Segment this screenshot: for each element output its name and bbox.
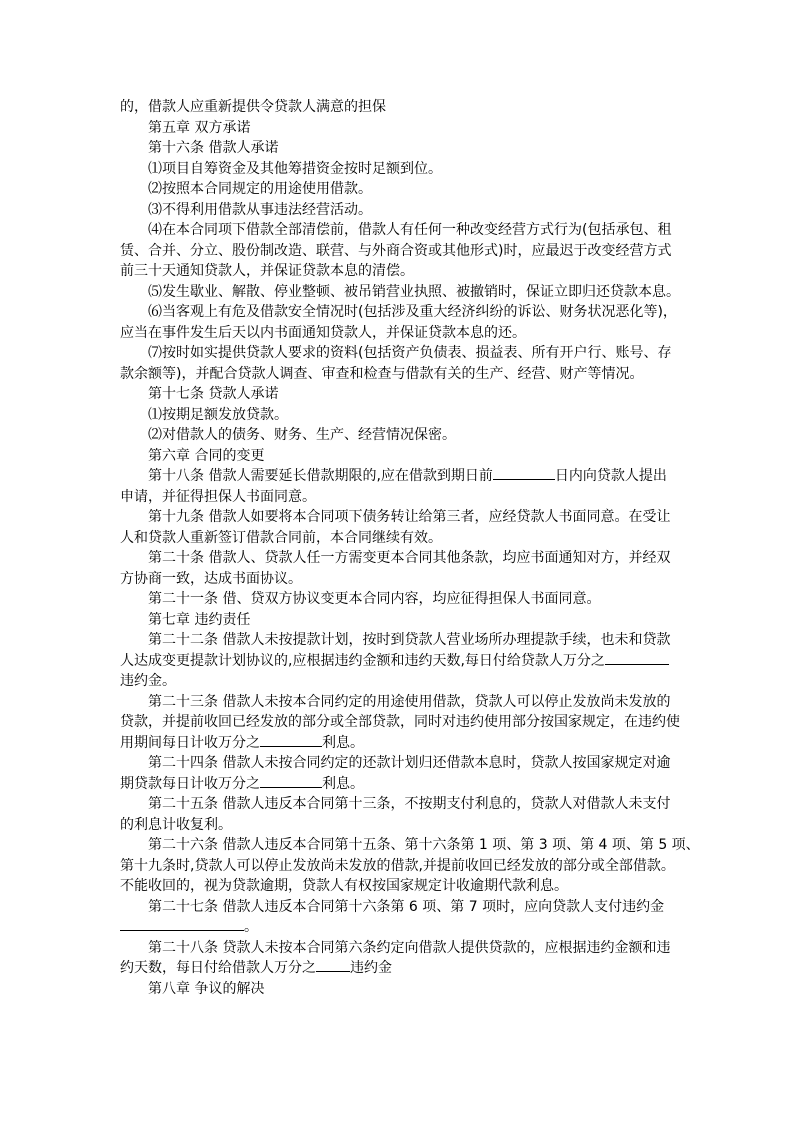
line-text-after: 日内向贷款人提出 — [554, 468, 667, 484]
text-line — [120, 282, 680, 303]
line-text: 赁、合并、分立、股份制改造、联营、与外商合资或其他形式)时，应最迟于改变经营方式 — [120, 242, 672, 259]
line-text: ⑶不得利用借款从事违法经营活动。 — [148, 201, 372, 218]
text-line — [120, 610, 680, 631]
text-line — [120, 405, 680, 426]
text-line — [120, 712, 680, 733]
text-line — [120, 876, 680, 897]
line-text: 第十六条 借款人承诺 — [148, 140, 279, 156]
line-text: 约天数，每日付给借款人万分之 — [120, 960, 316, 976]
line-text: 第八章 争议的解决 — [148, 980, 265, 997]
text-line — [120, 302, 680, 323]
line-text: ⑴项目自筹资金及其他筹措资金按时足额到位。 — [148, 160, 442, 177]
fill-in-blank — [605, 651, 669, 665]
line-text: 第二十八条 贷款人未按本合同第六条约定向借款人提供贷款的，应根据违约金额和违 — [148, 939, 671, 956]
line-text: 第十八条 借款人需要延长借款期限的,应在借款到期日前 — [148, 468, 493, 484]
text-line — [120, 692, 680, 713]
line-text: 第十七条 贷款人承诺 — [148, 386, 279, 402]
line-text: 第十九条时,贷款人可以停止发放尚未发放的借款,并提前收回已经发放的部分或全部借款。 — [120, 857, 675, 874]
line-text: 第六章 合同的变更 — [148, 447, 265, 464]
line-text: 方协商一致，达成书面协议。 — [120, 570, 302, 587]
text-line — [120, 753, 680, 774]
text-line — [120, 589, 680, 610]
text-line — [120, 159, 680, 180]
line-text-after: 违约金 — [350, 960, 392, 976]
text-line — [120, 200, 680, 221]
fill-in-blank — [120, 917, 244, 931]
line-text: 的，借款人应重新提供令贷款人满意的担保 — [120, 99, 386, 115]
line-text: ⑴按期足额发放贷款。 — [148, 406, 288, 423]
text-line — [120, 364, 680, 385]
line-text: 人和贷款人重新签订借款合同前，本合同继续有效。 — [120, 529, 442, 546]
text-line — [120, 118, 680, 139]
line-text: 用期间每日计收万分之 — [120, 734, 260, 751]
line-text: ⑵按照本合同规定的用途使用借款。 — [148, 181, 372, 197]
text-line — [120, 97, 680, 118]
text-line — [120, 835, 700, 856]
text-line — [120, 979, 680, 1000]
text-line — [120, 138, 680, 159]
line-text: 第二十五条 借款人违反本合同第十三条，不按期支付利息的，贷款人对借款人未支付 — [148, 796, 671, 812]
line-text: 的利息计收复利。 — [120, 816, 232, 833]
fill-in-blank — [316, 958, 350, 972]
line-text: 第二十四条 借款人未按合同约定的还款计划归还借款本息时，贷款人按国家规定对逾 — [148, 755, 671, 771]
line-text-after: 。 — [244, 919, 258, 935]
text-line — [120, 241, 680, 262]
text-line — [120, 794, 680, 815]
text-line — [120, 261, 680, 282]
text-line — [120, 384, 680, 405]
text-line — [120, 569, 680, 590]
text-line — [120, 815, 680, 836]
text-line — [120, 938, 680, 959]
text-line — [120, 466, 680, 487]
line-text: 人达成变更提款计划协议的,应根据违约金额和违约天数,每日付给贷款人万分之 — [120, 652, 605, 669]
text-line — [120, 856, 680, 877]
line-text: 第五章 双方承诺 — [148, 119, 251, 136]
text-line — [120, 179, 680, 200]
line-text: 第二十一条 借、贷双方协议变更本合同内容，均应征得担保人书面同意。 — [148, 591, 601, 607]
fill-in-blank — [260, 774, 322, 788]
fill-in-blank — [260, 733, 322, 747]
line-text: 第十九条 借款人如要将本合同项下债务转让给第三者，应经贷款人书面同意。在受让 — [148, 509, 671, 525]
text-line — [120, 343, 680, 364]
line-text: 第二十二条 借款人未按提款计划，按时到贷款人营业场所办理提款手续，也未和贷款 — [148, 632, 671, 648]
text-line — [120, 897, 680, 918]
line-text: 前三十天通知贷款人，并保证贷款本息的清偿。 — [120, 263, 414, 279]
line-text: 第二十三条 借款人未按本合同约定的用途使用借款，贷款人可以停止发放尚未发放的 — [148, 693, 671, 710]
text-line — [120, 917, 680, 938]
text-line — [120, 733, 680, 754]
line-text: 违约金。 — [120, 673, 176, 689]
text-line — [120, 548, 680, 569]
line-text-after: 利息。 — [322, 734, 364, 751]
fill-in-blank — [493, 466, 555, 480]
line-text: 贷款，并提前收回已经发放的部分或全部贷款，同时对违约使用部分按国家规定，在违约使 — [120, 714, 680, 730]
line-text: 申请，并征得担保人书面同意。 — [120, 488, 316, 505]
line-text: ⑸发生歇业、解散、停业整顿、被吊销营业执照、被撤销时，保证立即归还贷款本息。 — [148, 283, 680, 300]
text-line — [120, 528, 680, 549]
text-line — [120, 446, 680, 467]
line-text: 款余额等)，并配合贷款人调查、审查和检查与借款有关的生产、经营、财产等情况。 — [120, 365, 644, 382]
document-body — [120, 97, 700, 999]
text-line — [120, 323, 680, 344]
text-line — [120, 774, 680, 795]
text-line — [120, 671, 680, 692]
text-line — [120, 630, 680, 651]
line-text: 第二十六条 借款人违反本合同第十五条、第十六条第 1 项、第 3 项、第 4 项、第 5 项、 — [148, 837, 700, 853]
line-text: ⑹当客观上有危及借款安全情况时(包括涉及重大经济纠纷的诉讼、财务状况恶化等)， — [148, 304, 677, 320]
line-text: 第二十条 借款人、贷款人任一方需变更本合同其他条款，均应书面通知对方，并经双 — [148, 550, 671, 566]
text-line — [120, 958, 680, 979]
text-line — [120, 487, 680, 508]
text-line — [120, 425, 680, 446]
line-text-after: 利息。 — [322, 775, 364, 792]
line-text: 应当在事件发生后天以内书面通知贷款人，并保证贷款本息的还。 — [120, 324, 526, 341]
line-text: ⑵对借款人的债务、财务、生产、经营情况保密。 — [148, 427, 456, 443]
line-text: 期贷款每日计收万分之 — [120, 775, 260, 792]
text-line — [120, 651, 680, 672]
line-text: ⑺按时如实提供贷款人要求的资料(包括资产负债表、损益表、所有开户行、账号、存 — [148, 345, 672, 361]
text-line — [120, 220, 680, 241]
line-text: 第二十七条 借款人违反本合同第十六条第 6 项、第 7 项时，应向贷款人支付违约金 — [148, 898, 665, 915]
text-line — [120, 507, 680, 528]
line-text: 第七章 违约责任 — [148, 611, 251, 628]
line-text: ⑷在本合同项下借款全部清偿前，借款人有任何一种改变经营方式行为(包括承包、租 — [148, 222, 672, 238]
line-text: 不能收回的，视为贷款逾期，贷款人有权按国家规定计收逾期代款利息。 — [120, 878, 568, 894]
